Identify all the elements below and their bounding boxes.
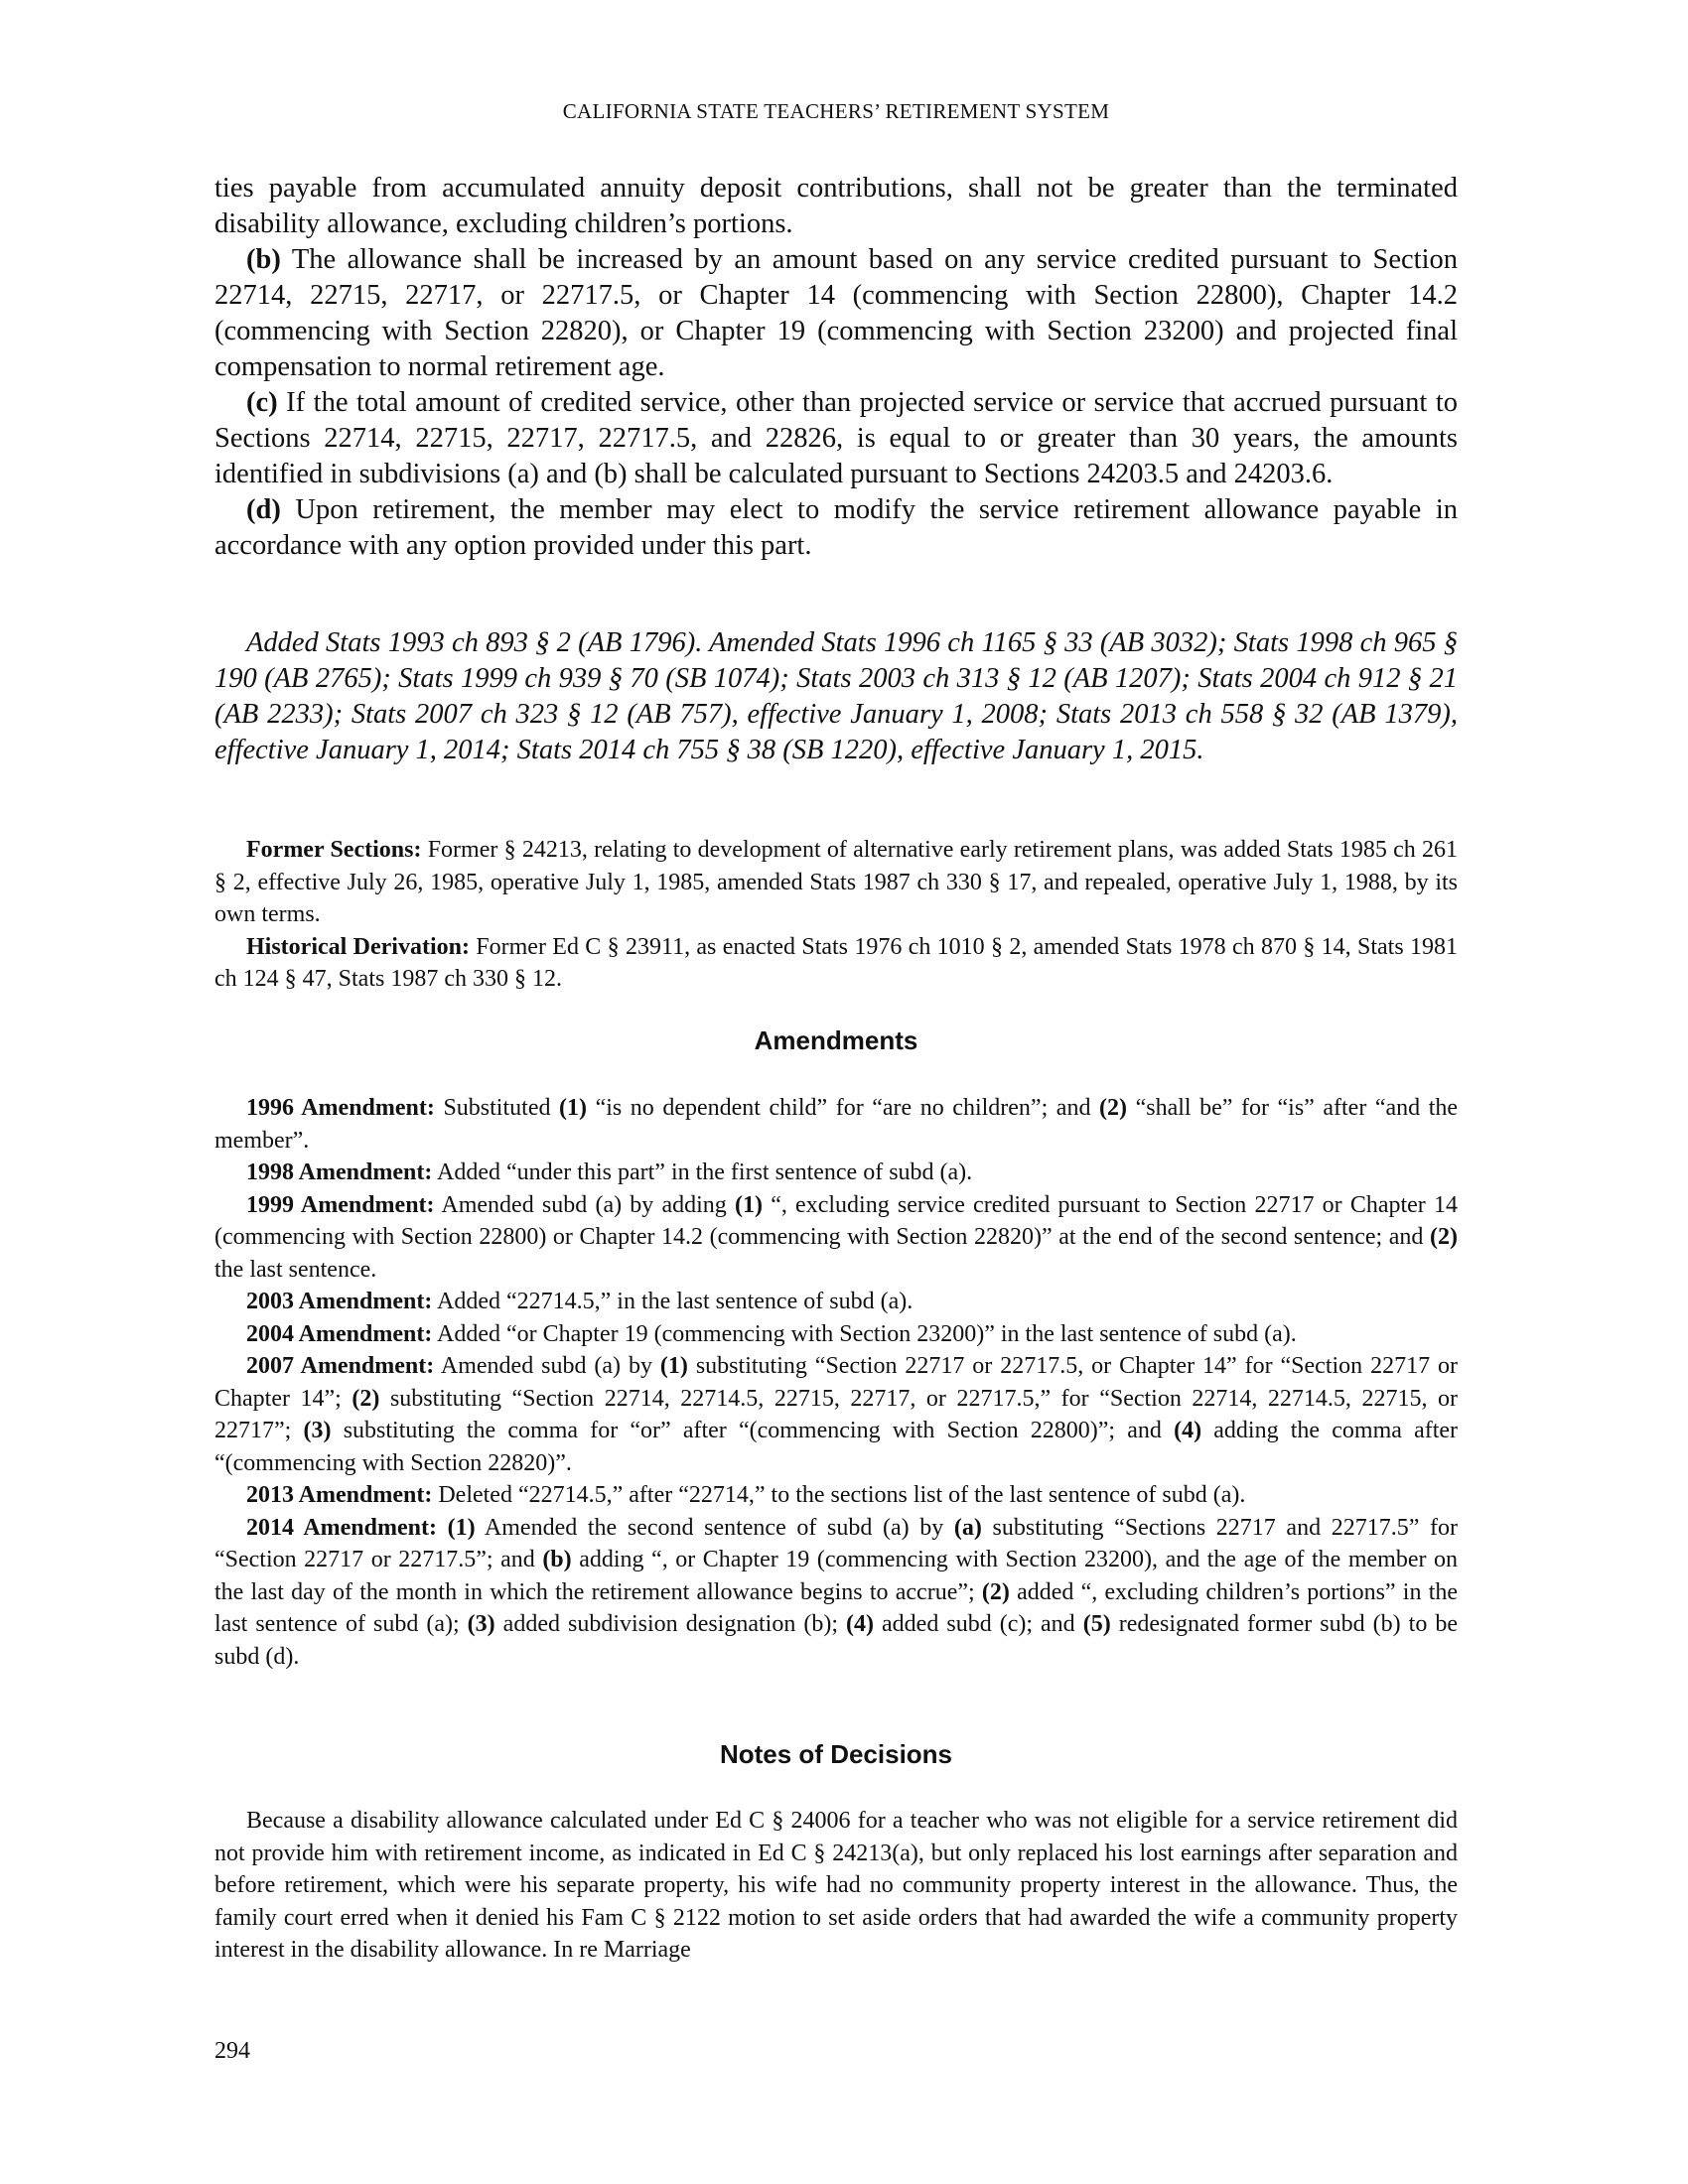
item-number: (2) bbox=[352, 1385, 380, 1412]
item-letter: (a) bbox=[953, 1514, 982, 1541]
amendment-text: “shall be” for “is” after “and the member”. bbox=[214, 1095, 1459, 1154]
amendment-text: Added “or Chapter 19 (commencing with Section 23200)” in the last sentence of subd (a). bbox=[437, 1320, 1297, 1347]
amendment-text: substituting “Section 22717 or 22717.5, or Chapter 14” for “Section 22717 or Chapter 14”; bbox=[214, 1353, 1459, 1412]
amendment-text: Added “under this part” in the first sentence of subd (a). bbox=[437, 1160, 973, 1185]
legislative-history bbox=[214, 625, 1458, 768]
amendment-label: 1999 Amendment: bbox=[246, 1191, 435, 1218]
amendment-1996 bbox=[214, 1092, 1458, 1157]
amendment-2013 bbox=[214, 1479, 1458, 1512]
item-number: (2) bbox=[1099, 1095, 1128, 1121]
amendment-label: 2007 Amendment: bbox=[246, 1353, 435, 1379]
amendments-list bbox=[214, 1092, 1458, 1673]
amendment-text: added “, excluding children’s portions” in the last sentence of subd (a); bbox=[214, 1578, 1459, 1637]
continuation-text: ties payable from accumulated annuity deposit contributions, shall not be greater than the terminated disability allowance, excluding children’s portions. bbox=[214, 173, 1458, 239]
amendment-text: substituting “Section 22714, 22714.5, 22715, 22717, or 22717.5,” for “Section 22714, 22714.5, 22715, or 22717”; bbox=[214, 1385, 1459, 1443]
item-number: (4) bbox=[846, 1611, 875, 1637]
subdivision-d-label: (d) bbox=[246, 494, 281, 525]
amendment-text: “is no dependent child” for “are no children”; and bbox=[595, 1095, 1091, 1121]
former-sections-note bbox=[214, 834, 1458, 931]
running-head: CALIFORNIA STATE TEACHERS’ RETIREMENT SYSTEM bbox=[562, 99, 1110, 123]
item-number: (2) bbox=[1430, 1224, 1459, 1250]
amendment-2004 bbox=[214, 1318, 1458, 1351]
item-number: (1) bbox=[447, 1514, 476, 1541]
amendment-text: Substituted bbox=[443, 1095, 551, 1121]
subdivision-c bbox=[214, 385, 1458, 492]
former-sections-text: Former § 24213, relating to development of alternative early retirement plans, was added Stats 1985 ch 261 § 2, effective July 26, 1985, operative July 1, 1985, amended Stats 1987 ch 330 § 17, and repealed, operative July 1, 1988, by its own terms. bbox=[214, 837, 1458, 927]
item-letter: (b) bbox=[542, 1547, 572, 1572]
amendment-1999 bbox=[214, 1189, 1458, 1287]
amendment-label: 2014 Amendment: bbox=[246, 1514, 437, 1541]
decision-paragraph: Because a disability allowance calculated under Ed C § 24006 for a teacher who was not eligible for a service retirement did not provide him with retirement income, as indicated in Ed C § 24213(a), but only replaced his lost earnings after separation and before retirement, which were his separate property, his wife had no community property interest in the allowance. Thus, the family court erred when it denied his Fam C § 2122 motion to set aside orders that had awarded the wife a community property interest in the disability allowance. In re Marriage bbox=[214, 1808, 1458, 1963]
item-number: (4) bbox=[1174, 1418, 1202, 1443]
subdivision-d-text: Upon retirement, the member may elect to modify the service retirement allowance payable in accordance with any option provided under this part. bbox=[214, 494, 1459, 561]
amendments-heading: Amendments bbox=[754, 1025, 918, 1055]
amendment-2014 bbox=[214, 1512, 1458, 1674]
notes-section bbox=[214, 834, 1458, 996]
amendment-label: 1998 Amendment: bbox=[246, 1160, 433, 1185]
amendment-text: added subd (c); and bbox=[882, 1611, 1075, 1637]
item-number: (3) bbox=[303, 1418, 332, 1443]
amendment-text: Amended the second sentence of subd (a) by bbox=[484, 1514, 944, 1541]
former-sections-label: Former Sections: bbox=[246, 837, 422, 863]
item-number: (1) bbox=[735, 1191, 763, 1218]
amendment-2007 bbox=[214, 1350, 1458, 1479]
notes-of-decisions-heading: Notes of Decisions bbox=[719, 1739, 953, 1769]
amendment-text: the last sentence. bbox=[214, 1256, 377, 1283]
amendment-text: redesignated former subd (b) to be subd (d). bbox=[214, 1611, 1458, 1670]
amendment-1998 bbox=[214, 1157, 1458, 1189]
amendment-label: 1996 Amendment: bbox=[246, 1095, 435, 1121]
continuation-paragraph bbox=[214, 171, 1458, 242]
item-number: (2) bbox=[981, 1578, 1010, 1605]
amendment-text: Added “22714.5,” in the last sentence of subd (a). bbox=[437, 1289, 914, 1314]
amendment-text: substituting the comma for “or” after “(commencing with Section 22800)”; and bbox=[343, 1418, 1162, 1443]
subdivision-c-text: If the total amount of credited service, other than projected service or service that accrued pursuant to Sections 22714, 22715, 22717, 22717.5, and 22826, is equal to or greater than 30 years, the amounts identified in subdivisions (a) and (b) shall be calculated pursuant to Sections 24203.5 and 24203.6. bbox=[214, 387, 1459, 489]
item-number: (5) bbox=[1082, 1611, 1111, 1637]
historical-derivation-label: Historical Derivation: bbox=[246, 933, 470, 960]
amendment-text: Deleted “22714.5,” after “22714,” to the sections list of the last sentence of subd (a). bbox=[438, 1482, 1246, 1508]
amendment-text: substituting “Sections 22717 and 22717.5” for “Section 22717 or 22717.5”; and bbox=[214, 1514, 1458, 1572]
item-number: (3) bbox=[467, 1611, 495, 1637]
subdivision-b-text: The allowance shall be increased by an amount based on any service credited pursuant to Section 22714, 22715, 22717, or 22717.5, or Chapter 14 (commencing with Section 22800), Chapter 14.2 (commencing with Section 22820), or Chapter 19 (commencing with Section 23200) and projected final compensation to normal retirement age. bbox=[214, 244, 1458, 382]
amendment-text: Amended subd (a) by bbox=[440, 1353, 652, 1379]
history-text: Added Stats 1993 ch 893 § 2 (AB 1796). Amended Stats 1996 ch 1165 § 33 (AB 3032); Stats 1998 ch 965 § 190 (AB 2765); Stats 1999 ch 939 § 70 (SB 1074); Stats 2003 ch 313 § 12 (AB 1207); Stats 2004 ch 912 § 21 (AB 2233); Stats 2007 ch 323 § 12 (AB 757), effective January 1, 2008; Stats 2013 ch 558 § 32 (AB 1379), effective January 1, 2014; Stats 2014 ch 755 § 38 (SB 1220), effective January 1, 2015. bbox=[214, 627, 1458, 765]
notes-of-decisions bbox=[214, 1805, 1458, 1967]
page-number: 294 bbox=[214, 2038, 250, 2064]
amendment-label: 2004 Amendment: bbox=[246, 1320, 433, 1347]
amendment-label: 2003 Amendment: bbox=[246, 1289, 433, 1314]
subdivision-b bbox=[214, 242, 1458, 385]
amendment-2003 bbox=[214, 1286, 1458, 1318]
amendment-label: 2013 Amendment: bbox=[246, 1482, 433, 1508]
amendment-text: Amended subd (a) by adding bbox=[441, 1191, 727, 1218]
amendment-text: “, excluding service credited pursuant to Section 22717 or Chapter 14 (commencing with Section 22800) or Chapter 14.2 (commencing with Section 22820)” at the end of the second sentence; and bbox=[214, 1191, 1458, 1250]
historical-derivation-note bbox=[214, 931, 1458, 996]
subdivision-c-label: (c) bbox=[246, 387, 278, 418]
amendment-text: adding “, or Chapter 19 (commencing with Section 23200), and the age of the member on the last day of the month in which the retirement allowance begins to accrue”; bbox=[214, 1547, 1459, 1605]
amendment-text: adding the comma after “(commencing with Section 22820)”. bbox=[214, 1418, 1459, 1476]
historical-derivation-text: Former Ed C § 23911, as enacted Stats 1976 ch 1010 § 2, amended Stats 1978 ch 870 § 14, Stats 1981 ch 124 § 47, Stats 1987 ch 330 § 12. bbox=[214, 933, 1459, 992]
subdivision-d bbox=[214, 492, 1458, 564]
statute-text bbox=[214, 171, 1458, 564]
subdivision-b-label: (b) bbox=[246, 244, 281, 275]
item-number: (1) bbox=[559, 1095, 588, 1121]
amendment-text: added subdivision designation (b); bbox=[502, 1611, 839, 1637]
item-number: (1) bbox=[659, 1353, 688, 1379]
